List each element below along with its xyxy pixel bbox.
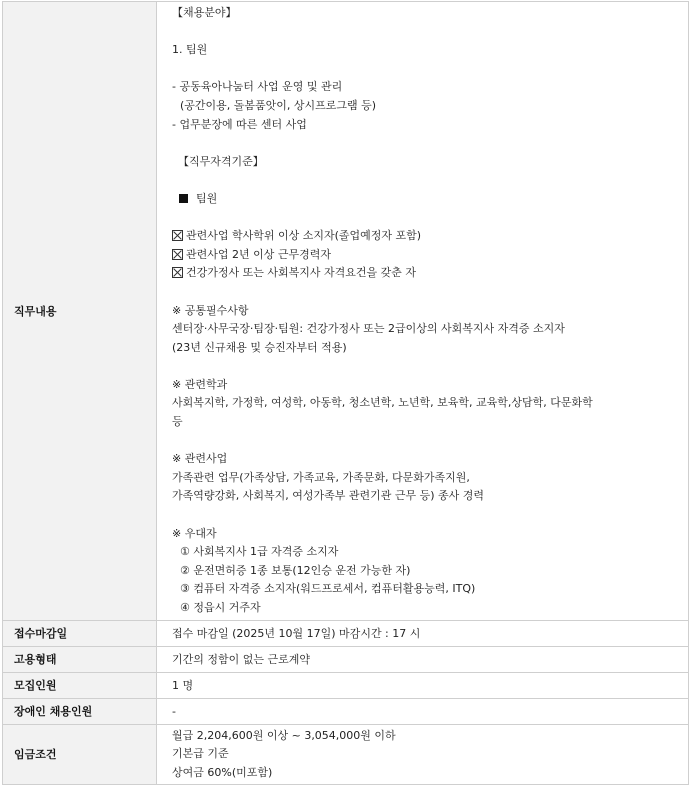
preference-heading: ※ 우대자 — [172, 526, 217, 540]
crossed-box-icon — [172, 267, 183, 278]
disabled-hiring-value: - — [157, 698, 689, 724]
qualification-team — [172, 190, 688, 209]
qualification-item — [172, 246, 688, 265]
qualification-heading: 【직무자격기준】 — [178, 154, 264, 168]
task-1: - 공동육아나눔터 사업 운영 및 관리 — [172, 80, 343, 94]
crossed-box-icon — [172, 249, 183, 260]
preference-item: ④ 정읍시 거주자 — [180, 601, 261, 614]
field-team-member: 1. 팀원 — [172, 43, 208, 57]
related-majors-list-end: 등 — [172, 415, 183, 429]
deadline-label: 접수마감일 — [3, 620, 157, 646]
headcount-value: 1 명 — [157, 672, 689, 698]
job-posting-table — [2, 1, 689, 785]
qualification-item-text: 건강가정사 또는 사회복지사 자격요건을 갖춘 자 — [186, 266, 417, 280]
duty-content — [157, 2, 689, 621]
related-majors-list: 사회복지학, 가정학, 여성학, 아동학, 청소년학, 노년학, 보육학, 교육학,상담학, 다문화학 — [172, 396, 593, 410]
related-business-heading: ※ 관련사업 — [172, 452, 228, 466]
salary-bonus: 상여금 60%(미포함) — [172, 765, 273, 779]
common-requirements-heading: ※ 공통필수사항 — [172, 303, 249, 317]
headcount-row — [3, 672, 689, 698]
employment-type-label: 고용형태 — [3, 646, 157, 672]
qualification-item-text: 관련사업 학사학위 이상 소지자(졸업예정자 포함) — [186, 229, 422, 243]
common-requirements-note: (23년 신규채용 및 승진자부터 적용) — [172, 340, 347, 354]
field-heading: 【채용분야】 — [172, 6, 237, 19]
employment-row — [3, 646, 689, 672]
related-business-text-cont: 가족역량강화, 사회복지, 여성가족부 관련기관 근무 등) 종사 경력 — [172, 489, 485, 503]
headcount-label: 모집인원 — [3, 672, 157, 698]
related-majors-heading: ※ 관련학과 — [172, 377, 228, 391]
salary-basis: 기본급 기준 — [172, 747, 229, 761]
deadline-value: 접수 마감일 (2025년 10월 17일) 마감시간 : 17 시 — [157, 620, 689, 646]
disabled-hiring-label: 장애인 채용인원 — [3, 698, 157, 724]
task-2: - 업무분장에 따른 센터 사업 — [172, 117, 307, 131]
salary-range: 월급 2,204,600원 이상 ~ 3,054,000원 이하 — [172, 728, 396, 742]
qualification-item-text: 관련사업 2년 이상 근무경력자 — [186, 247, 331, 261]
duty-row — [3, 2, 689, 621]
qualification-team-label: 팀원 — [196, 191, 218, 205]
qualification-item — [172, 227, 688, 246]
disabled-hiring-row — [3, 698, 689, 724]
crossed-box-icon — [172, 230, 183, 241]
preference-item: ① 사회복지사 1급 자격증 소지자 — [180, 545, 339, 559]
task-1-detail: (공간이용, 돌봄품앗이, 상시프로그램 등) — [180, 98, 377, 112]
qualification-item — [172, 264, 688, 283]
preference-item: ② 운전면허증 1종 보통(12인승 운전 가능한 자) — [180, 563, 411, 577]
black-square-icon — [179, 194, 188, 203]
duty-label: 직무내용 — [3, 2, 157, 621]
common-requirements-text: 센터장·사무국장·팀장·팀원: 건강가정사 또는 2급이상의 사회복지사 자격증 소지자 — [172, 322, 565, 336]
salary-row — [3, 724, 689, 785]
deadline-row — [3, 620, 689, 646]
salary-label: 임금조건 — [3, 724, 157, 785]
salary-value — [157, 724, 689, 785]
related-business-text: 가족관련 업무(가족상담, 가족교육, 가족문화, 다문화가족지원, — [172, 470, 470, 484]
employment-type-value: 기간의 정함이 없는 근로계약 — [157, 646, 689, 672]
preference-item: ③ 컴퓨터 자격증 소지자(워드프로세서, 컴퓨터활용능력, ITQ) — [180, 582, 476, 596]
